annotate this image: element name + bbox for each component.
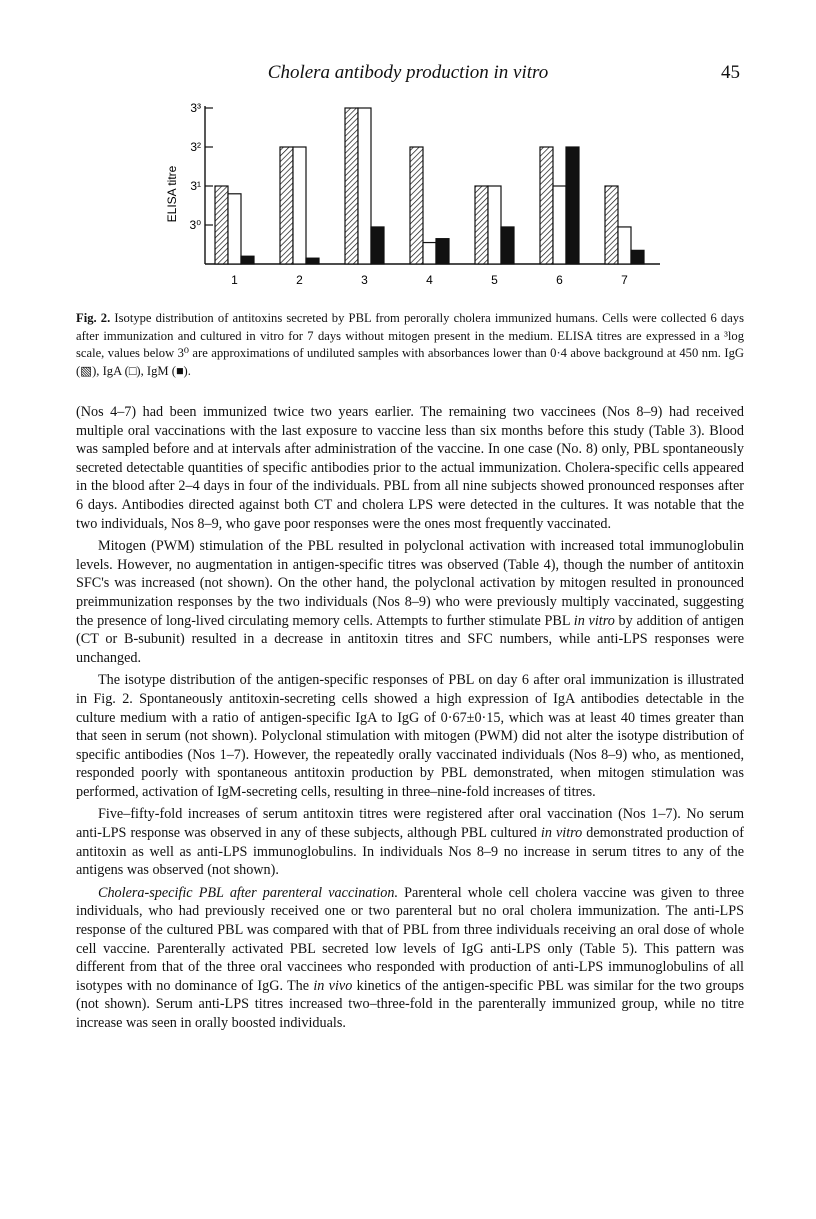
title-in-vitro: in vitro [493,62,549,83]
caption-text: Isotype distribution of antitoxins secreted by PBL from perorally cholera immunized humans. Cells were collected 6 days after immunization and cultured in vitro for 7 days without mitogen present in the medium. ELISA titres are expressed in a ³log scale, values below 3⁰ are approximations of undiluted samples with absorbances lower than 0·4 above background at 450 nm. IgG (▧), IgA (□), IgM (■). [76,311,744,378]
bar-igg-5 [475,186,488,264]
bar-igm-5 [501,227,514,264]
bar-iga-2 [293,147,306,264]
bar-igg-2 [280,147,293,264]
paragraph-2-part-a: Mitogen (PWM) stimulation of the PBL resulted in polyclonal activation with increased total immunoglobulin levels. However, no augmentation in antigen-specific titres was observed (Table 4), though the number of antitoxin SFC's was increased (not shown). On the other hand, the polyclonal activation by mitogen resulted in pronounced preimmunization responses by the two individuals (Nos 8–9) who were previously multiply vaccinated, suggesting the presence of long-lived circulating memory cells. Attempts to further stimulate PBL [76,538,744,629]
paragraph-4-in-vitro: in vitro [540,825,583,842]
x-tick-label: 6 [556,273,563,287]
figure-2-chart [140,92,680,292]
bar-igg-3 [345,108,358,264]
page-number: 45 [721,62,740,83]
paragraph-4-part-a: Five–fifty-fold increases of serum antitoxin titres were registered after oral vaccination (Nos 1–7). No serum anti-LPS response was observed in any of these subjects, although PBL cultured [76,806,744,842]
bar-iga-1 [228,194,241,264]
bar-igm-7 [631,250,644,264]
bar-igg-6 [540,147,553,264]
chart-axes [205,106,660,264]
x-tick-label: 7 [621,273,628,287]
bar-igm-4 [436,239,449,264]
y-tick-label: 3² [190,140,201,154]
bar-igm-3 [371,227,384,264]
paragraph-5-in-vivo: in vivo [313,977,353,994]
bar-iga-5 [488,186,501,264]
x-tick-label: 1 [231,273,238,287]
figure-caption [76,310,744,380]
title-main: Cholera antibody production [267,62,489,83]
bar-igm-6 [566,147,579,264]
x-tick-label: 5 [491,273,498,287]
bar-igg-4 [410,147,423,264]
bar-igm-1 [241,256,254,264]
paragraph-1: (Nos 4–7) had been immunized twice two years earlier. The remaining two vaccinees (Nos 8–9) had received multiple oral vaccinations with the last exposure to vaccine less than six months before this study (Table 3). Blood was sampled before and at intervals after administration of the vaccine. In one case (No. 8) only, PBL spontaneously secreted detectable quantities of specific antibodies prior to the actual immunization. Cholera-specific cells appeared in the blood after 2–4 days in four of the individuals. PBL from all nine subjects showed pronounced responses after 6 days. Antibodies directed against both CT and cholera LPS were detected in the cultures. It was notable that the two individuals, Nos 8–9, who gave poor responses were the ones most frequently vaccinated. [76,404,744,532]
y-tick-label: 3¹ [190,179,201,193]
paragraph-2 [76,537,744,667]
y-axis-label: ELISA titre [165,165,179,223]
y-tick-label: 3⁰ [189,218,201,232]
bar-igg-7 [605,186,618,264]
y-tick-label: 3³ [190,101,201,115]
bar-iga-3 [358,108,371,264]
paragraph-4-part-b: demonstrated production of antitoxin as well as anti-LPS immunoglobulins. In individuals Nos 8–9 no increase in serum titres to any of the antigens was observed (not shown). [76,825,744,879]
paragraph-5 [76,884,744,1033]
running-title [0,62,816,84]
paragraph-5-part-b: kinetics of the antigen-specific PBL was similar for the two groups (not shown). Serum anti-LPS titres increased two–three-fold in the parenterally immunized group, while no titre increase was seen in orally boosted individuals. [76,977,745,1031]
x-tick-label: 4 [426,273,433,287]
x-tick-label: 2 [296,273,303,287]
bar-iga-7 [618,227,631,264]
section-heading-parenteral: Cholera-specific PBL after parenteral vaccination. [98,884,398,901]
paragraph-3: The isotype distribution of the antigen-specific responses of PBL on day 6 after oral immunization is illustrated in Fig. 2. Spontaneously antitoxin-secreting cells showed a high expression of IgA antibodies detectable in the culture medium with a ratio of antigen-specific IgA to IgG of 0·67±0·15, which was at least 40 times greater than that seen in serum (not shown). Polyclonal stimulation with mitogen (PWM) did not alter the isotype distribution of specific antibodies (Nos 1–7). However, the repeatedly orally vaccinated individuals (Nos 8–9) who, as mentioned, responded poorly with spontaneous antitoxin production by PBL demonstrated, when mitogen stimulation was performed, activation of IgM-secreting cells, resulting in three–nine-fold increases of titres. [76,672,744,800]
bar-igg-1 [215,186,228,264]
chart-bars [215,108,644,264]
paragraph-4 [76,805,744,879]
body-text [76,403,744,1037]
paragraph-2-in-vitro: in vitro [573,612,615,629]
caption-label: Fig. 2. [76,311,111,325]
bar-iga-6 [553,186,566,264]
running-head [0,62,816,88]
paragraph-5-part-a: Parenteral whole cell cholera vaccine was given to three individuals, who had previously received one or two parenteral but no oral cholera immunization. The anti-LPS response of the cultured PBL was compared with that of PBL from three individuals receiving an oral dose of whole cell vaccine. Parenterally activated PBL secreted low levels of IgG anti-LPS only (Table 5). This pattern was different from that of the three oral vaccinees who responded with production of anti-LPS immunoglobulins of all isotypes with no dominance of IgG. The [76,884,744,994]
x-tick-label: 3 [361,273,368,287]
paragraph-2-part-b: by addition of antigen (CT or B-subunit) resulted in a decrease in antitoxin titres and SFC numbers, while anti-LPS responses were unchanged. [76,612,745,666]
bar-igm-2 [306,258,319,264]
bar-iga-4 [423,243,436,264]
